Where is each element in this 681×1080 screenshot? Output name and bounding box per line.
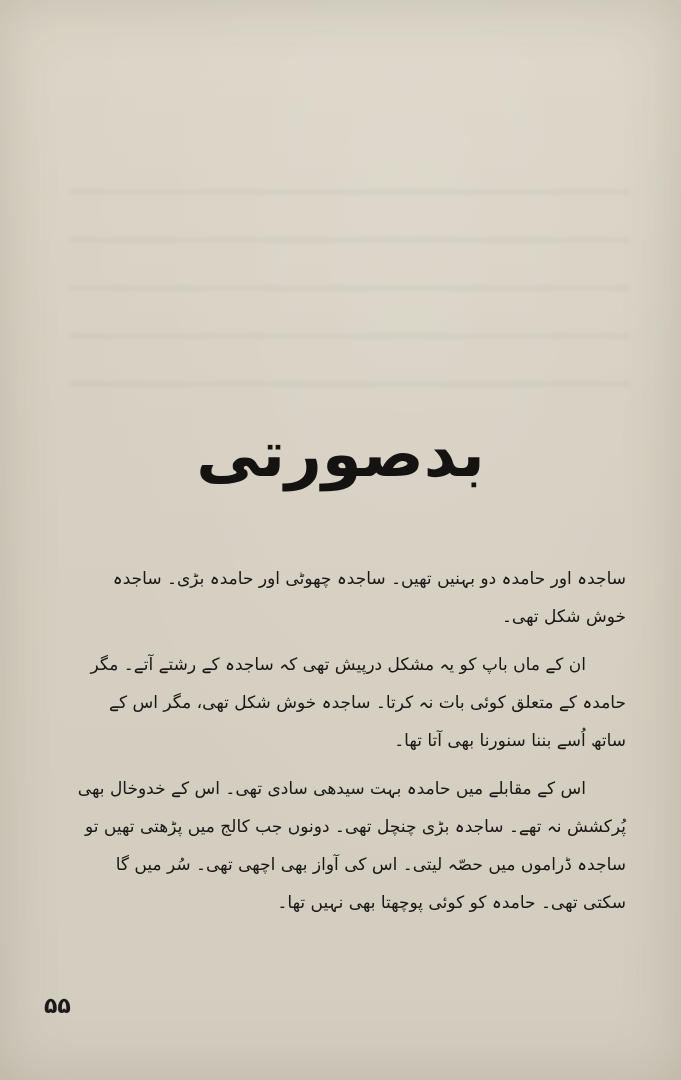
paragraph-1: ساجدہ اور حامدہ دو بہنیں تھیں۔ ساجدہ چھوٹی اور حامدہ بڑی۔ ساجدہ خوش شکل تھی۔ — [112, 569, 626, 627]
paragraph-3: اس کے مقابلے میں حامدہ بہت سیدھی سادی تھی۔ اس کے خدوخال بھی پُرکشش نہ تھے۔ ساجدہ بڑی چنچل تھی۔ دونوں جب کالج میں پڑھتی تھیں تو ساجدہ ڈراموں میں حصّہ لیتی۔ اس کی آواز بھی اچھی تھی۔ سُر میں گا سکتی تھی۔ حامدہ کو کوئی پوچھتا بھی نہیں تھا۔ — [77, 779, 626, 913]
chapter-title: بدصورتی — [196, 418, 485, 492]
bleed-through-text — [70, 160, 630, 420]
paragraph-2: ان کے ماں باپ کو یہ مشکل درپیش تھی کہ ساجدہ کے رشتے آتے۔ مگر حامدہ کے متعلق کوئی بات نہ کرتا۔ ساجدہ خوش شکل تھی، مگر اس کے ساتھ اُسے بننا سنورنا بھی آتا تھا۔ — [90, 655, 626, 751]
body-text — [70, 560, 626, 922]
page-number: ۵۵ — [44, 994, 71, 1019]
